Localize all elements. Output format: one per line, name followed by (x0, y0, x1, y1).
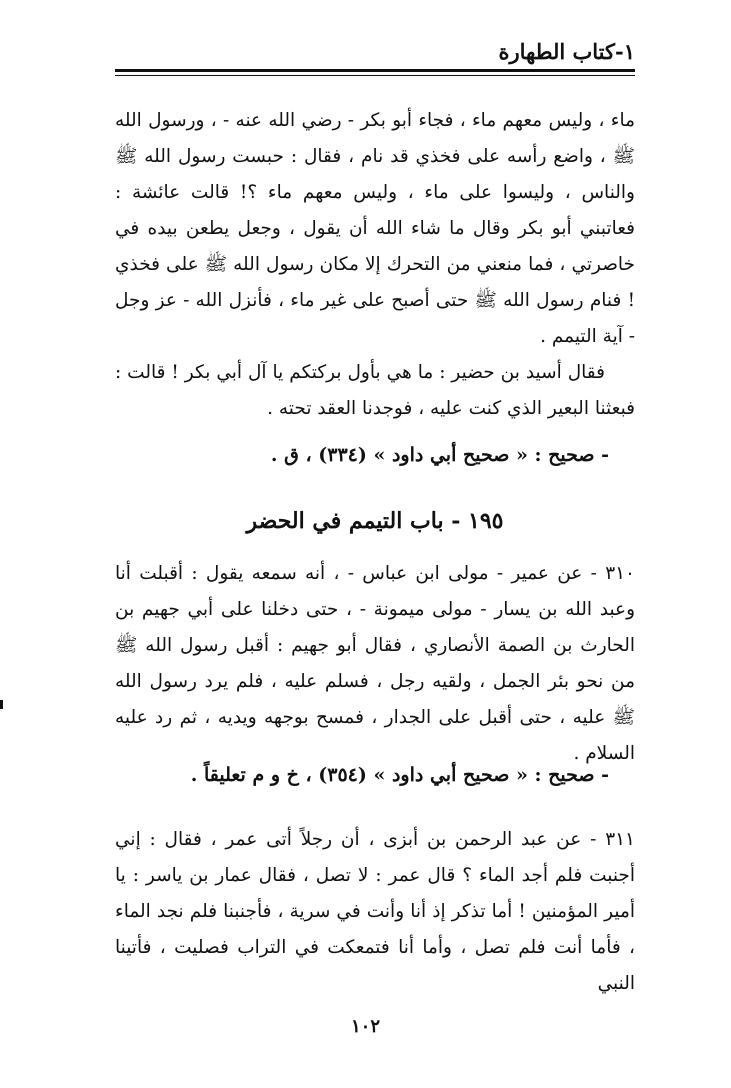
running-header (115, 38, 635, 68)
hadith-text: ٣١١ - عن عبد الرحمن بن أبزى ، أن رجلاً أتى عمر ، فقال : إني أجنبت فلم أجد الماء ؟ قال عمر : لا تصل ، فقال عمار بن ياسر : يا أمير المؤمنين ! أما تذكر إذ أنا وأنت في سرية ، فأجنبنا فلم نجد الماء ، فأما أنت فلم تصل ، وأما أنا فتمعكت في التراب فصليت ، فأتينا النبي (115, 829, 635, 994)
header-rule-thin (115, 75, 635, 76)
chapter-heading: ١٩٥ - باب التيمم في الحضر (246, 508, 504, 534)
scan-margin-mark (0, 700, 3, 709)
hadith-text: ٣١٠ - عن عمير - مولى ابن عباس - ، أنه سمعه يقول : أقبلت أنا وعبد الله بن يسار - مولى ميمونة - ، حتى دخلنا على أبي جهيم بن الحارث بن الصمة الأنصاري ، فقال أبو جهيم : أقبل رسول الله ﷺ من نحو بئر الجمل ، ولقيه رجل ، فسلم عليه ، فلم يرد رسول الله ﷺ عليه ، حتى أقبل على الجدار ، فمسح بوجهه ويديه ، ثم رد عليه السلام . (115, 563, 635, 764)
header-rule-thick (115, 69, 635, 72)
hadith-grading: - صحيح : « صحيح أبي داود » (٣٣٤) ، ق . (270, 444, 609, 466)
hadith-310 (115, 556, 635, 772)
header-title: ١-كتاب الطهارة (498, 39, 635, 64)
section-continued-hadith (115, 103, 635, 427)
page-number: ١٠٢ (350, 1016, 380, 1037)
hadith-311 (115, 822, 635, 1002)
hadith-paragraph: ماء ، وليس معهم ماء ، فجاء أبو بكر - رضي الله عنه - ، ورسول الله ﷺ ، واضع رأسه على فخذي قد نام ، فقال : حبست رسول الله ﷺ والناس ، وليسوا على ماء ، وليس معهم ماء ؟! قالت عائشة : فعاتبني أبو بكر وقال ما شاء الله أن يقول ، وجعل يطعن بيده في خاصرتي ، فما منعني من التحرك إلا مكان رسول الله ﷺ على فخذي ! فنام رسول الله ﷺ حتى أصبح على غير ماء ، فأنزل الله - عز وجل - آية التيمم . (115, 110, 635, 347)
hadith-paragraph-continued: فقال أسيد بن حضير : ما هي بأول بركتكم يا آل أبي بكر ! قالت : فبعثنا البعير الذي كنت عليه ، فوجدنا العقد تحته . (115, 362, 635, 419)
hadith-grading: - صحيح : « صحيح أبي داود » (٣٥٤) ، خ و م تعليقاً . (190, 764, 609, 786)
